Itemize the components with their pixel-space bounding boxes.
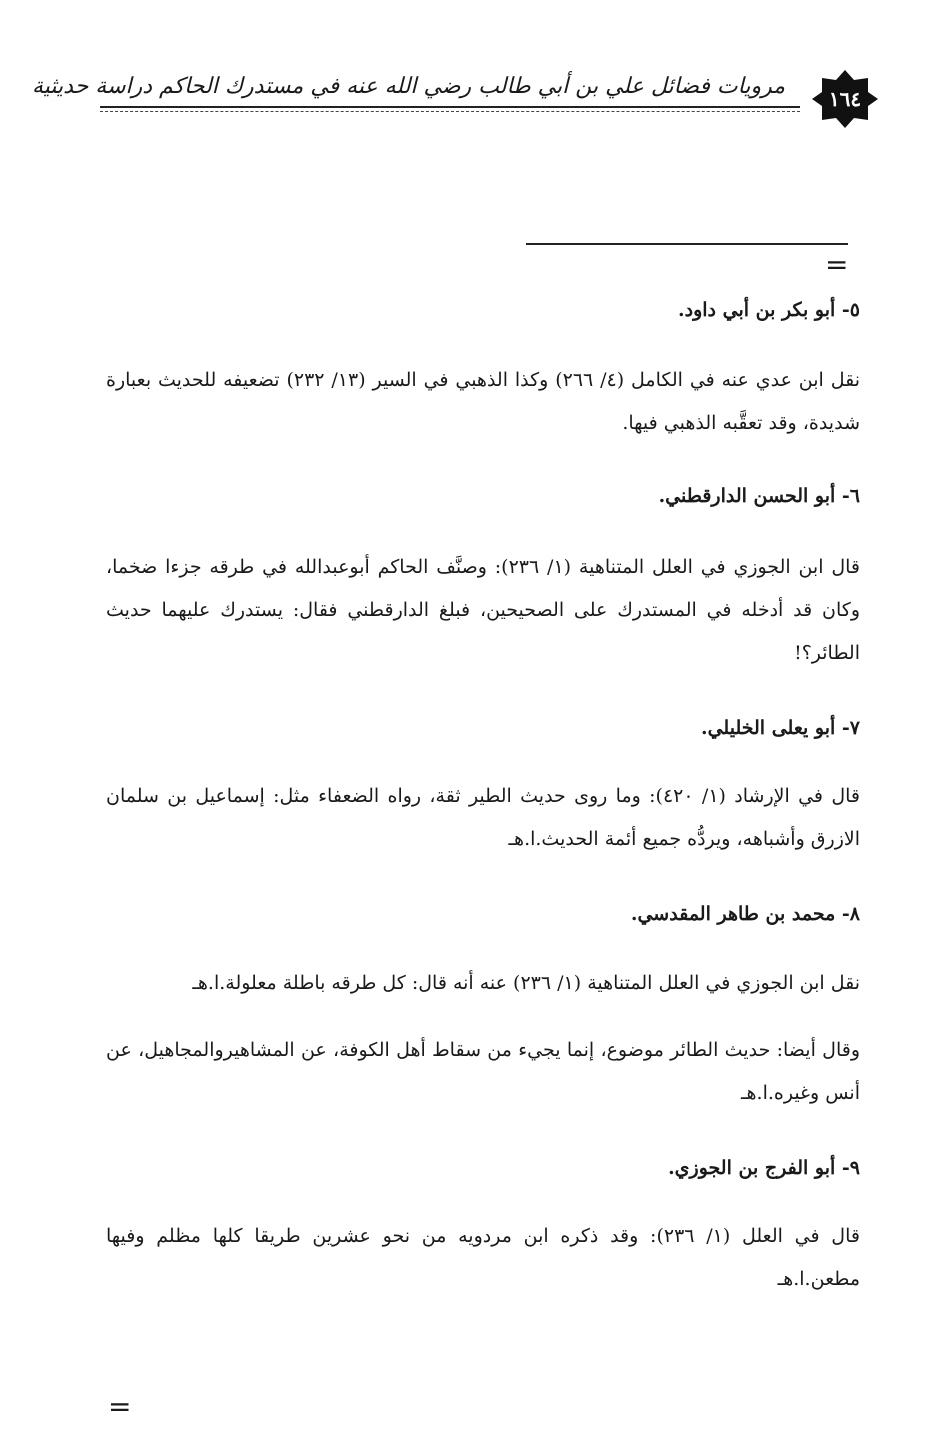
- header-rule: [100, 106, 800, 108]
- section-heading: ٥- أبو بكر بن أبي داود.: [678, 299, 860, 321]
- page-number-badge: [810, 68, 880, 130]
- section-heading: ٨- محمد بن طاهر المقدسي.: [630, 903, 860, 925]
- continuation-mark-bottom: =: [108, 1390, 132, 1423]
- paragraph: وقال أيضا: حديث الطائر موضوع، إنما يجيء من سقاط أهل الكوفة، عن المشاهيروالمجاهيل، عن أنس وغيره.ا.هـ: [106, 1039, 860, 1104]
- section-heading: ٩- أبو الفرج بن الجوزي.: [668, 1157, 860, 1179]
- continuation-mark-top: =: [825, 248, 849, 281]
- section-5-body: [106, 359, 860, 445]
- section-8-body-2: [106, 1029, 860, 1115]
- section-5: [106, 296, 860, 324]
- section-heading: ٦- أبو الحسن الدارقطني.: [658, 485, 860, 507]
- section-9-body: [106, 1215, 860, 1301]
- paragraph: قال في العلل (١/ ٢٣٦): وقد ذكره ابن مردويه من نحو عشرين طريقا كلها مظلم وفيها مطعن.ا.هـ: [106, 1225, 860, 1290]
- section-6: [106, 482, 860, 510]
- paragraph: نقل ابن عدي عنه في الكامل (٤/ ٢٦٦) وكذا الذهبي في السير (١٣/ ٢٣٢) تضعيفه للحديث بعبارة شديدة، وقد تعقَّبه الذهبي فيها.: [106, 369, 860, 434]
- section-heading: ٧- أبو يعلى الخليلي.: [700, 717, 860, 739]
- section-6-body: [106, 546, 860, 675]
- section-7-body: [106, 775, 860, 861]
- section-8-body-1: [106, 962, 860, 1005]
- paragraph: قال ابن الجوزي في العلل المتناهية (١/ ٢٣٦): وصنَّف الحاكم أبوعبدالله في طرقه جزءا ضخما، وكان قد أدخله في المستدرك على الصحيحين، فبلغ الدارقطني فقال: يستدرك عليهما حديث الطائر؟!: [106, 556, 860, 664]
- footnote-separator-rule: [526, 243, 848, 245]
- page-header: [31, 66, 880, 136]
- paragraph: قال في الإرشاد (١/ ٤٢٠): وما روى حديث الطير ثقة، رواه الضعفاء مثل: إسماعيل بن سلمان الازرق وأشباهه، ويردُّه جميع أئمة الحديث.ا.هـ: [106, 785, 860, 850]
- running-title: مرويات فضائل علي بن أبي طالب رضي الله عنه في مستدرك الحاكم دراسة حديثية: [31, 74, 785, 99]
- page-number: ١٦٤: [828, 87, 862, 111]
- section-9: [106, 1154, 860, 1182]
- section-7: [106, 714, 860, 742]
- paragraph: نقل ابن الجوزي في العلل المتناهية (١/ ٢٣٦) عنه أنه قال: كل طرقه باطلة معلولة.ا.هـ: [192, 972, 860, 994]
- section-8: [106, 900, 860, 928]
- header-dotted-rule: [100, 111, 800, 112]
